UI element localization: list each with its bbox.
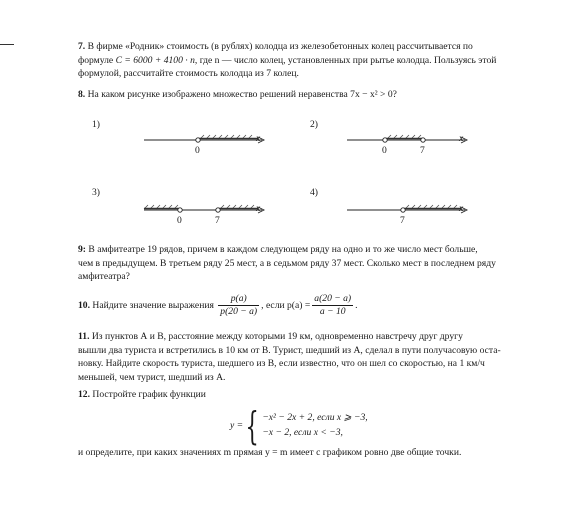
problem-7-formula: C = 6000 + 4100 · n <box>115 54 195 66</box>
problem-9: 9: В амфитеатре 19 рядов, причем в каждом следующем ряду на одно и то же число мест больше, чем в предыдущем. В третьем ряду 25 мест, а в седьмом ряду 37 мест. Сколько мест в последнем ряду амфитеатра? <box>78 244 496 283</box>
problem-8-text: На каком рисунке изображено множество решений неравенства 7x − x² > 0? <box>87 89 397 100</box>
option-2-tick-0: 0 <box>382 145 387 156</box>
option-4-number-line <box>343 198 473 228</box>
problem-11-number: 11. <box>78 331 90 342</box>
option-1-number-line <box>140 128 270 158</box>
open-point-7 <box>401 208 405 212</box>
piecewise-function <box>230 404 368 448</box>
problem-12: 12. Постройте график функции <box>78 389 206 400</box>
problem-10: 10. Найдите значение выражения $\frac{p(a)}{p(20 - a)}$ , если p(a) = $\frac{a(20 - a)}{a - 10}$ . <box>78 293 358 317</box>
problem-8-number: 8. <box>78 89 86 100</box>
problem-11: 11. Из пунктов А и В, расстояние между которыми 19 км, одновременно навстречу друг другу вышли два туриста и встретились в 10 км от В. Турист, шедший из А, сделал в пути получасовую оста- новку. Найдите скорость туриста, шедшего из В, если известно, что он шел со скоростью, на 1 км/ч меньшей, чем турист, шедший из А. <box>78 331 501 383</box>
option-3-label: 3) <box>92 187 100 198</box>
option-4-axis: x <box>459 203 464 214</box>
fraction-definition: $\frac{a(20 - a)}{a - 10}$ <box>314 293 352 317</box>
option-4-label: 4) <box>310 187 318 198</box>
option-4-tick-7: 7 <box>400 215 405 226</box>
problem-9-number: 9: <box>78 244 86 255</box>
option-1-label: 1) <box>92 119 100 130</box>
open-point-0 <box>196 138 200 142</box>
option-1-axis: x <box>256 133 261 144</box>
problem-7-line3: формулой, рассчитайте стоимость колодца из 7 колец. <box>78 68 299 80</box>
problem-12-question: и определите, при каких значениях m прямая y = m имеет с графиком ровно две общие точки. <box>78 447 462 458</box>
brace-icon: { <box>245 404 259 448</box>
problem-8 <box>78 88 528 102</box>
case-2: −x − 2, если x < −3, <box>262 427 343 438</box>
option-2-axis: x <box>459 133 464 144</box>
open-point-0 <box>383 138 387 142</box>
function-lhs: y = <box>230 420 244 432</box>
option-1-tick-0: 0 <box>195 145 200 156</box>
problem-7 <box>78 40 528 81</box>
problem-7-number: 7. <box>78 41 86 52</box>
problem-7-line1: 7. В фирме «Родник» стоимость (в рублях) колодца из железобетонных колец рассчитывается по <box>78 41 473 52</box>
option-3-number-line <box>140 198 270 228</box>
fraction-expression: $\frac{p(a)}{p(20 - a)}$ <box>220 293 258 317</box>
open-point-7 <box>421 138 425 142</box>
option-2-number-line <box>343 128 473 158</box>
case-1: −x² − 2x + 2, если x ⩾ −3, <box>262 412 368 424</box>
option-3-tick-0: 0 <box>177 215 182 226</box>
option-2-tick-7: 7 <box>420 145 425 156</box>
problem-12-number: 12. <box>78 389 90 400</box>
problem-7-line2: формуле C = 6000 + 4100 · n, где n — число колец, установленных при рытье колодца. Пользуясь этой <box>78 54 497 66</box>
option-2-label: 2) <box>310 119 318 130</box>
option-3-axis: x <box>256 203 261 214</box>
option-3-tick-7: 7 <box>215 215 220 226</box>
problem-10-number: 10. <box>78 299 90 311</box>
